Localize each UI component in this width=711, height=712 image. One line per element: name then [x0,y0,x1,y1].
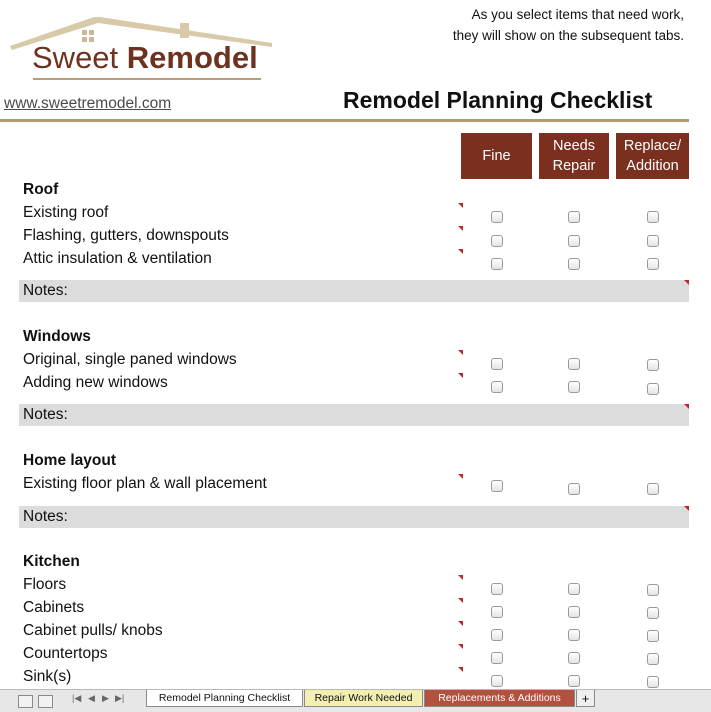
brand-word-remodel: Remodel [126,40,258,75]
checkbox-new-windows-needs-repair[interactable] [568,381,580,393]
checkbox-flashing-replace[interactable] [647,235,659,247]
last-sheet-icon[interactable]: ▶| [115,693,125,703]
checkbox-attic-fine[interactable] [491,258,503,270]
checkbox-sinks-replace[interactable] [647,676,659,688]
next-sheet-icon[interactable]: ▶ [102,693,109,703]
comment-marker[interactable] [458,667,463,672]
item-countertops: Countertops [23,645,108,662]
comment-marker[interactable] [458,373,463,378]
sheet-tab-replacements-additions[interactable]: Replacements & Additions [424,690,575,707]
notes-row-roof[interactable] [19,280,689,302]
checkbox-countertops-replace[interactable] [647,653,659,665]
column-header-replace-line1: Replace/ [623,138,682,154]
checkbox-attic-replace[interactable] [647,258,659,270]
checkbox-countertops-needs-repair[interactable] [568,652,580,664]
section-title-windows: Windows [23,328,91,345]
comment-marker[interactable] [458,226,463,231]
column-header-fine [461,133,532,179]
checkbox-new-windows-replace[interactable] [647,383,659,395]
checkbox-floors-needs-repair[interactable] [568,583,580,595]
first-sheet-icon[interactable]: |◀ [72,693,82,703]
item-cabinet-pulls-knobs: Cabinet pulls/ knobs [23,622,163,639]
notes-row-windows[interactable] [19,404,689,426]
section-title-home-layout: Home layout [23,452,117,469]
checkbox-original-windows-replace[interactable] [647,359,659,371]
checkbox-existing-roof-replace[interactable] [647,211,659,223]
checkbox-cabinet-pulls-fine[interactable] [491,629,503,641]
checkbox-cabinets-fine[interactable] [491,606,503,618]
instruction-text [354,4,684,46]
comment-marker[interactable] [458,644,463,649]
checkbox-cabinet-pulls-replace[interactable] [647,630,659,642]
comment-marker[interactable] [458,575,463,580]
instruction-line-2: they will show on the subsequent tabs. [452,28,684,43]
checkbox-original-windows-needs-repair[interactable] [568,358,580,370]
item-flashing-gutters-downspouts: Flashing, gutters, downspouts [23,227,229,244]
checkbox-sinks-needs-repair[interactable] [568,675,580,687]
logo-underline [33,78,261,80]
notes-row-home-layout[interactable] [19,506,689,528]
section-title-kitchen: Kitchen [23,553,80,570]
item-cabinets: Cabinets [23,599,85,616]
column-header-needs-repair-line2: Repair [552,158,596,174]
checkbox-cabinets-replace[interactable] [647,607,659,619]
checkbox-countertops-fine[interactable] [491,652,503,664]
checkbox-flashing-needs-repair[interactable] [568,235,580,247]
column-header-replace-line2: Addition [626,158,679,174]
website-link[interactable]: www.sweetremodel.com [4,95,172,112]
item-floors: Floors [23,576,67,593]
comment-marker[interactable] [458,598,463,603]
checkbox-attic-needs-repair[interactable] [568,258,580,270]
item-existing-floor-plan: Existing floor plan & wall placement [23,475,267,492]
checkbox-floors-replace[interactable] [647,584,659,596]
normal-view-button[interactable] [18,695,33,708]
checkbox-new-windows-fine[interactable] [491,381,503,393]
notes-label: Notes: [23,282,68,299]
brand-word-sweet: Sweet [32,40,119,75]
header-divider [0,119,689,122]
checkbox-floor-plan-fine[interactable] [491,480,503,492]
checkbox-original-windows-fine[interactable] [491,358,503,370]
sheet-tab-remodel-planning-checklist[interactable]: Remodel Planning Checklist [146,690,303,707]
previous-sheet-icon[interactable]: ◀ [88,693,95,703]
sheet-tab-bar [0,689,711,712]
notes-label: Notes: [23,406,68,423]
comment-marker[interactable] [458,350,463,355]
comment-marker[interactable] [684,506,689,511]
add-sheet-button[interactable]: + [576,690,595,707]
checkbox-flashing-fine[interactable] [491,235,503,247]
brand-logo [32,40,258,76]
comment-marker[interactable] [684,404,689,409]
sheet-tab-repair-work-needed[interactable]: Repair Work Needed [304,690,423,707]
page-title: Remodel Planning Checklist [343,87,653,113]
notes-label: Notes: [23,508,68,525]
comment-marker[interactable] [684,280,689,285]
item-attic-insulation: Attic insulation & ventilation [23,250,212,267]
column-header-needs-repair-line1: Needs [553,138,595,154]
checkbox-sinks-fine[interactable] [491,675,503,687]
item-original-windows: Original, single paned windows [23,351,237,368]
checkbox-floor-plan-replace[interactable] [647,483,659,495]
item-sinks: Sink(s) [23,668,72,685]
comment-marker[interactable] [458,621,463,626]
column-header-needs-repair [539,133,609,179]
column-header-fine-label: Fine [482,148,511,164]
checkbox-cabinet-pulls-needs-repair[interactable] [568,629,580,641]
item-existing-roof: Existing roof [23,204,109,221]
comment-marker[interactable] [458,249,463,254]
item-adding-new-windows: Adding new windows [23,374,168,391]
checkbox-cabinets-needs-repair[interactable] [568,606,580,618]
comment-marker[interactable] [458,203,463,208]
instruction-line-1: As you select items that need work, [471,7,684,22]
checkbox-existing-roof-fine[interactable] [491,211,503,223]
checkbox-floor-plan-needs-repair[interactable] [568,483,580,495]
column-header-replace-addition [616,133,689,179]
comment-marker[interactable] [458,474,463,479]
checkbox-existing-roof-needs-repair[interactable] [568,211,580,223]
checkbox-floors-fine[interactable] [491,583,503,595]
section-title-roof: Roof [23,181,59,198]
page-layout-view-button[interactable] [38,695,53,708]
